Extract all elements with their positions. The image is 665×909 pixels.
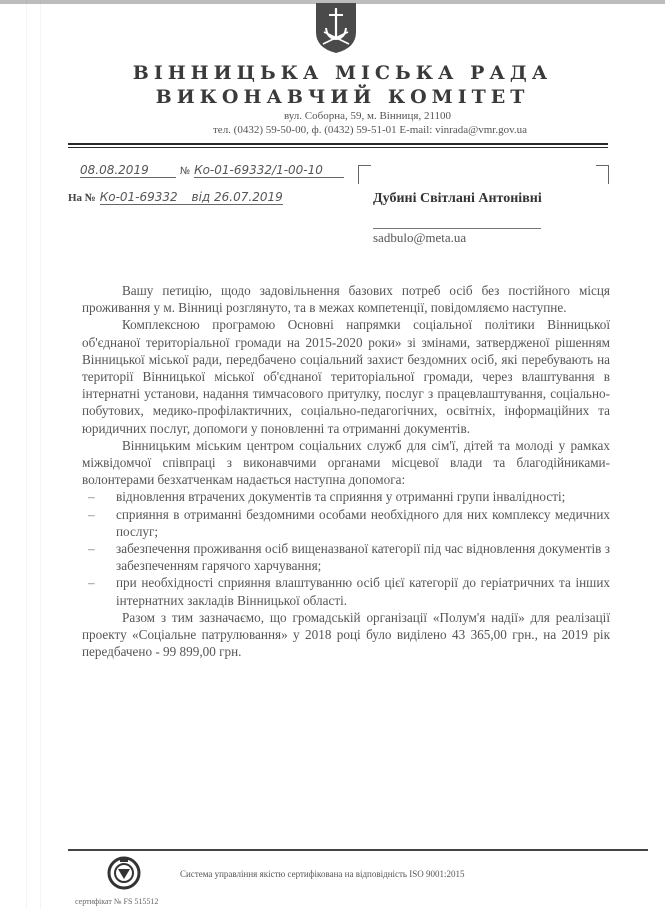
reference-line	[68, 190, 283, 205]
letterhead-divider-thin	[68, 147, 608, 148]
scan-artifact	[40, 0, 41, 909]
certificate-number: сертифікат № FS 515512	[75, 897, 159, 906]
reference-label: На №	[68, 192, 96, 204]
certification-seal-icon	[106, 856, 142, 890]
number-label: №	[179, 166, 191, 177]
paragraph-program: Комплексною програмою Основні напрямки соціальної політики Вінницької об'єднаної територіальної громади на 2015-2020 роки» зі змінами, затвердженої рішенням Вінницької міської ради, передбачено соціальний захист бездомних осіб, які перебувають на території Вінницької міської об'єднаної територіальної громади, через влаштування в інтернатні установи, надання тимчасового притулку, послуг з працевлаштування, соціально-побутових, медико-профілактичних, соціально-педагогічних, освітніх, інформаційних та юридичних послуг, допомоги у поновленні та отриманні документів.	[82, 317, 610, 436]
list-item: – відновлення втрачених документів та сприяння у отриманні групи інвалідності;	[82, 488, 610, 505]
address-corner-left	[358, 165, 371, 184]
organization-title: ВІННИЦЬКА МІСЬКА РАДА	[132, 62, 553, 84]
organization-subtitle: ВИКОНАВЧИЙ КОМІТЕТ	[155, 86, 530, 108]
vinnytsia-coat-of-arms-icon	[315, 2, 357, 54]
paragraph-funding: Разом з тим зазначаємо, що громадській організації «Полум'я надії» для реалізації проекту «Соціальне патрулювання» у 2018 році було виділено 43 365,00 грн., на 2019 рік передбачено - 99 899,00 грн.	[82, 609, 610, 660]
iso-statement: Система управління якістю сертифікована на відповідність ISO 9001:2015	[180, 869, 465, 879]
organization-contacts: тел. (0432) 59-50-00, ф. (0432) 59-51-01 E-mail: vinrada@vmr.gov.ua	[213, 124, 527, 136]
assistance-list	[82, 488, 610, 608]
outgoing-date: 08.08.2019	[80, 163, 176, 178]
address-corner-right	[596, 165, 609, 184]
list-item: – сприяння в отриманні бездомними особами необхідного для них комплексу медичних послуг;	[82, 506, 610, 540]
registration-line	[80, 163, 344, 178]
paragraph-petition: Вашу петицію, щодо задовільнення базових потреб осіб без постійного місця проживання у м. Вінниці розглянуто, та в межах компетенції, повідомляємо наступне.	[82, 283, 610, 316]
recipient-divider	[373, 228, 541, 229]
outgoing-number: Ко-01-69332/1-00-10	[194, 163, 344, 178]
recipient-email: sadbulo@meta.ua	[373, 230, 467, 245]
footer-divider	[68, 849, 648, 851]
letterhead-divider	[68, 143, 608, 145]
recipient-name: Дубині Світлані Антонівні	[373, 191, 542, 206]
organization-address: вул. Соборна, 59, м. Вінниця, 21100	[283, 110, 452, 122]
paragraph-center: Вінницьким міським центром соціальних служб для сім'ї, дітей та молоді у рамках міжвідомчої співпраці з виконавчими органами місцевої влади та благодійниками-волонтерами безхатченкам надається наступна допомога:	[82, 437, 610, 488]
list-item: – при необхідності сприяння влаштуванню осіб цієї категорії до геріатричних та інших інтернатних закладів Вінницької області.	[82, 574, 610, 608]
letter-body	[82, 282, 610, 660]
list-item: – забезпечення проживання осіб вищеназваної категорії під час відновлення документів з забезпеченням гарячого харчування;	[82, 540, 610, 574]
scan-artifact	[26, 0, 27, 909]
reference-number: Ко-01-69332 від 26.07.2019	[99, 190, 283, 204]
